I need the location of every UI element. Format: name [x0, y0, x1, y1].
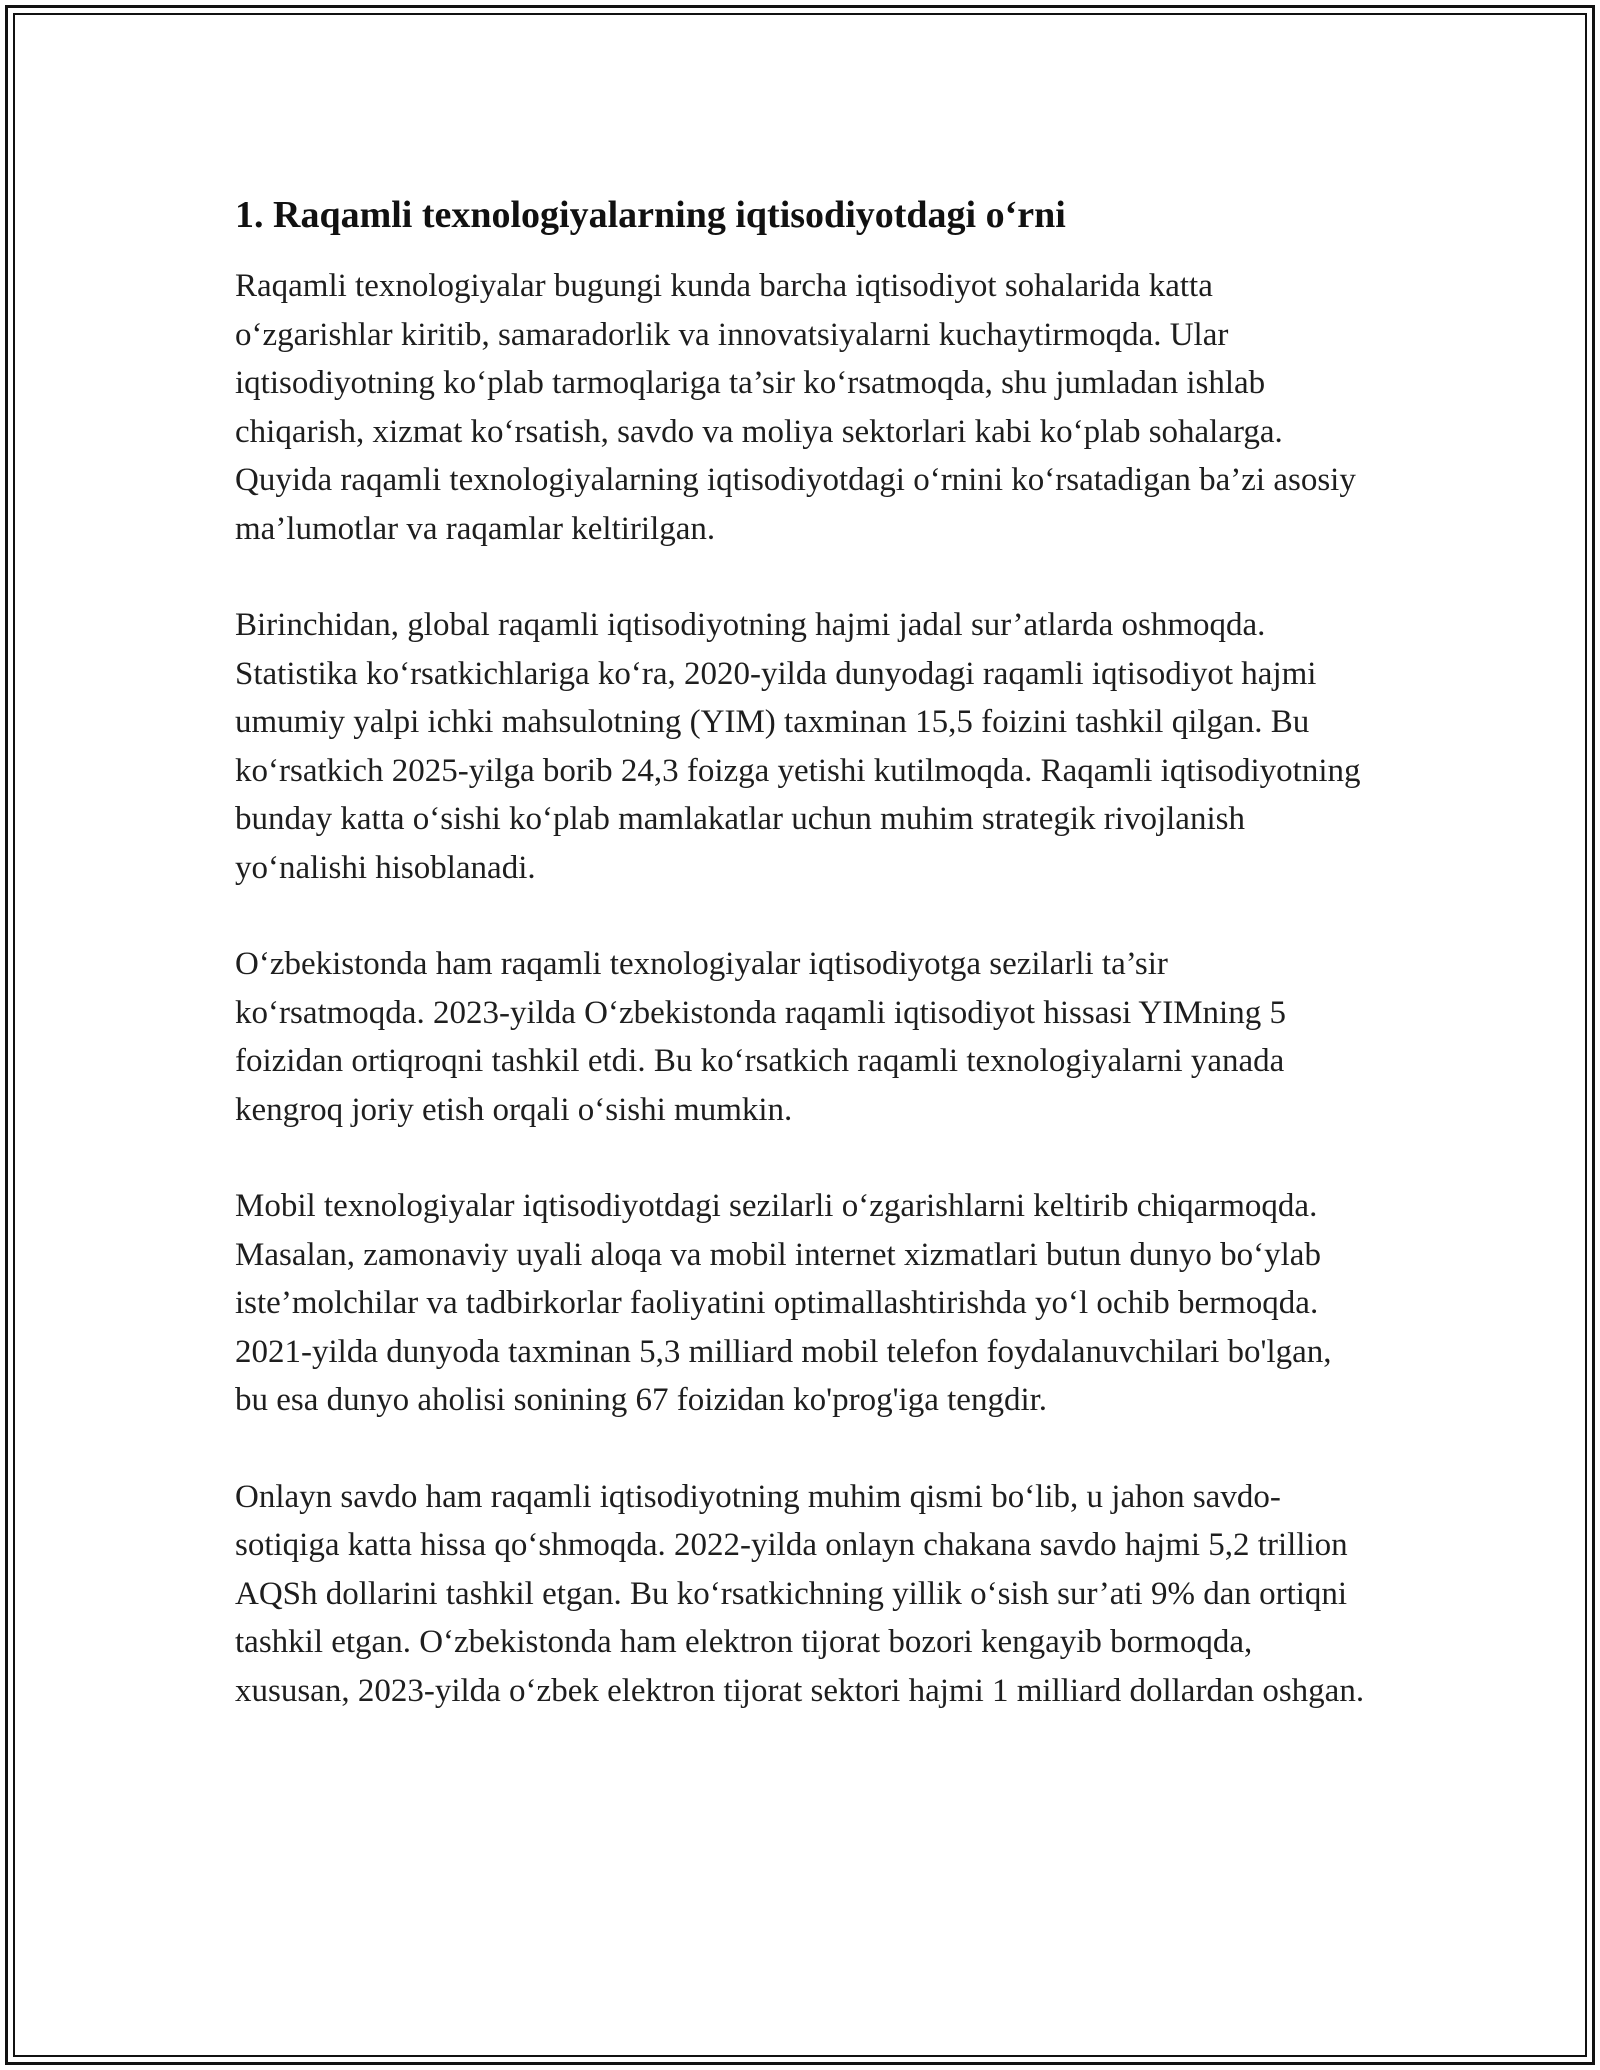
- section-heading: 1. Raqamli texnologiyalarning iqtisodiyotdagi o‘rni: [235, 194, 1066, 236]
- paragraph-online-trade: Onlayn savdo ham raqamli iqtisodiyotning muhim qismi bo‘lib, u jahon savdo-sotiqiga katta hissa qo‘shmoqda. 2022-yilda onlayn chakana savdo hajmi 5,2 trillion AQSh dollarini tashkil etgan. Bu ko‘rsatkichning yillik o‘sish sur’ati 9% dan ortiqni tashkil etgan. O‘zbekistonda ham elektron tijorat bozori kengayib bormoqda, xususan, 2023-yilda o‘zbek elektron tijorat sektori hajmi 1 milliard dollardan oshgan.: [235, 1478, 1365, 1709]
- paragraph-uzbekistan-digital-economy: O‘zbekistonda ham raqamli texnologiyalar iqtisodiyotga sezilarli ta’sir ko‘rsatmoqda. 2023-yilda O‘zbekistonda raqamli iqtisodiyot hissasi YIMning 5 foizidan ortiqroqni tashkil etdi. Bu ko‘rsatkich raqamli texnologiyalarni yanada kengroq joriy etish orqali o‘sishi mumkin.: [235, 946, 1286, 1128]
- paragraph-mobile-technologies: Mobil texnologiyalar iqtisodiyotdagi sezilarli o‘zgarishlarni keltirib chiqarmoqda. Masalan, zamonaviy uyali aloqa va mobil internet xizmatlari butun dunyo bo‘ylab iste’molchilar va tadbirkorlar faoliyatini optimallashtirishda yo‘l ochib bermoqda. 2021-yilda dunyoda taxminan 5,3 milliard mobil telefon foydalanuvchilari bo'lgan, bu esa dunyo aholisi sonining 67 foizidan ko'prog'iga tengdir.: [235, 1188, 1332, 1418]
- paragraph-intro: Raqamli texnologiyalar bugungi kunda barcha iqtisodiyot sohalarida katta o‘zgarishlar kiritib, samaradorlik va innovatsiyalarni kuchaytirmoqda. Ular iqtisodiyotning ko‘plab tarmoqlariga ta’sir ko‘rsatmoqda, shu jumladan ishlab chiqarish, xizmat ko‘rsatish, savdo va moliya sektorlari kabi ko‘plab sohalarga. Quyida raqamli texnologiyalarning iqtisodiyotdagi o‘rnini ko‘rsatadigan ba’zi asosiy ma’lumotlar va raqamlar keltirilgan.: [235, 268, 1356, 547]
- paragraph-global-digital-economy: Birinchidan, global raqamli iqtisodiyotning hajmi jadal sur’atlarda oshmoqda. Statistika ko‘rsatkichlariga ko‘ra, 2020-yilda dunyodagi raqamli iqtisodiyot hajmi umumiy yalpi ichki mahsulotning (YIM) taxminan 15,5 foizini tashkil qilgan. Bu ko‘rsatkich 2025-yilga borib 24,3 foizga yetishi kutilmoqda. Raqamli iqtisodiyotning bunday katta o‘sishi ko‘plab mamlakatlar uchun muhim strategik rivojlanish yo‘nalishi hisoblanadi.: [235, 607, 1361, 886]
- document-page: [235, 188, 1365, 1763]
